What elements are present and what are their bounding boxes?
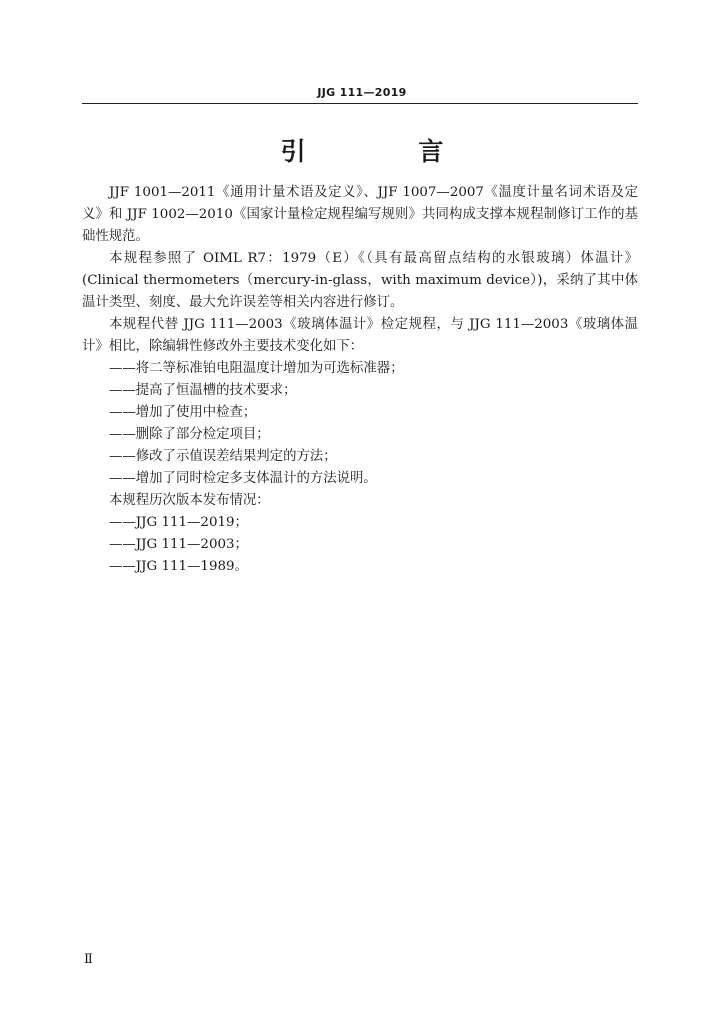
history-item: ——JJG 111—2003； — [109, 537, 248, 552]
page-number: Ⅱ — [84, 952, 93, 967]
history-item: ——JJG 111—1989。 — [109, 559, 248, 574]
change-item: ——增加了同时检定多支体温计的方法说明。 — [109, 471, 377, 486]
change-item: ——删除了部分检定项目； — [109, 427, 270, 442]
header-code: JJG 111—2019 — [317, 86, 407, 99]
body-text — [82, 182, 638, 578]
paragraph-oiml: 本规程参照了 OIML R7：1979（E）《（具有最高留点结构的水银玻璃）体温计》(Clinical thermometers（mercury-in-glass，with maximum device）)，采纳了其中体温计类型、刻度、最大允许误差等相关内容进行修订。 — [82, 251, 638, 310]
change-item: ——将二等标准铂电阻温度计增加为可选标准器； — [109, 361, 404, 376]
page-title: 引 言 — [280, 137, 496, 166]
paragraph-references: JJF 1001—2011《通用计量术语及定义》、JJF 1007—2007《温度计量名词术语及定义》和 JJF 1002—2010《国家计量检定规程编写规则》共同构成支撑本规程制修订工作的基础性规范。 — [82, 185, 638, 244]
change-item: ——修改了示值误差结果判定的方法； — [109, 449, 337, 464]
history-item: ——JJG 111—2019； — [109, 515, 248, 530]
history-heading: 本规程历次版本发布情况： — [109, 493, 270, 508]
header-rule — [82, 103, 638, 104]
change-item: ——增加了使用中检查； — [109, 405, 257, 420]
change-item: ——提高了恒温槽的技术要求； — [109, 383, 297, 398]
paragraph-replacement: 本规程代替 JJG 111—2003《玻璃体温计》检定规程，与 JJG 111—2003《玻璃体温计》相比，除编辑性修改外主要技术变化如下： — [82, 317, 638, 354]
